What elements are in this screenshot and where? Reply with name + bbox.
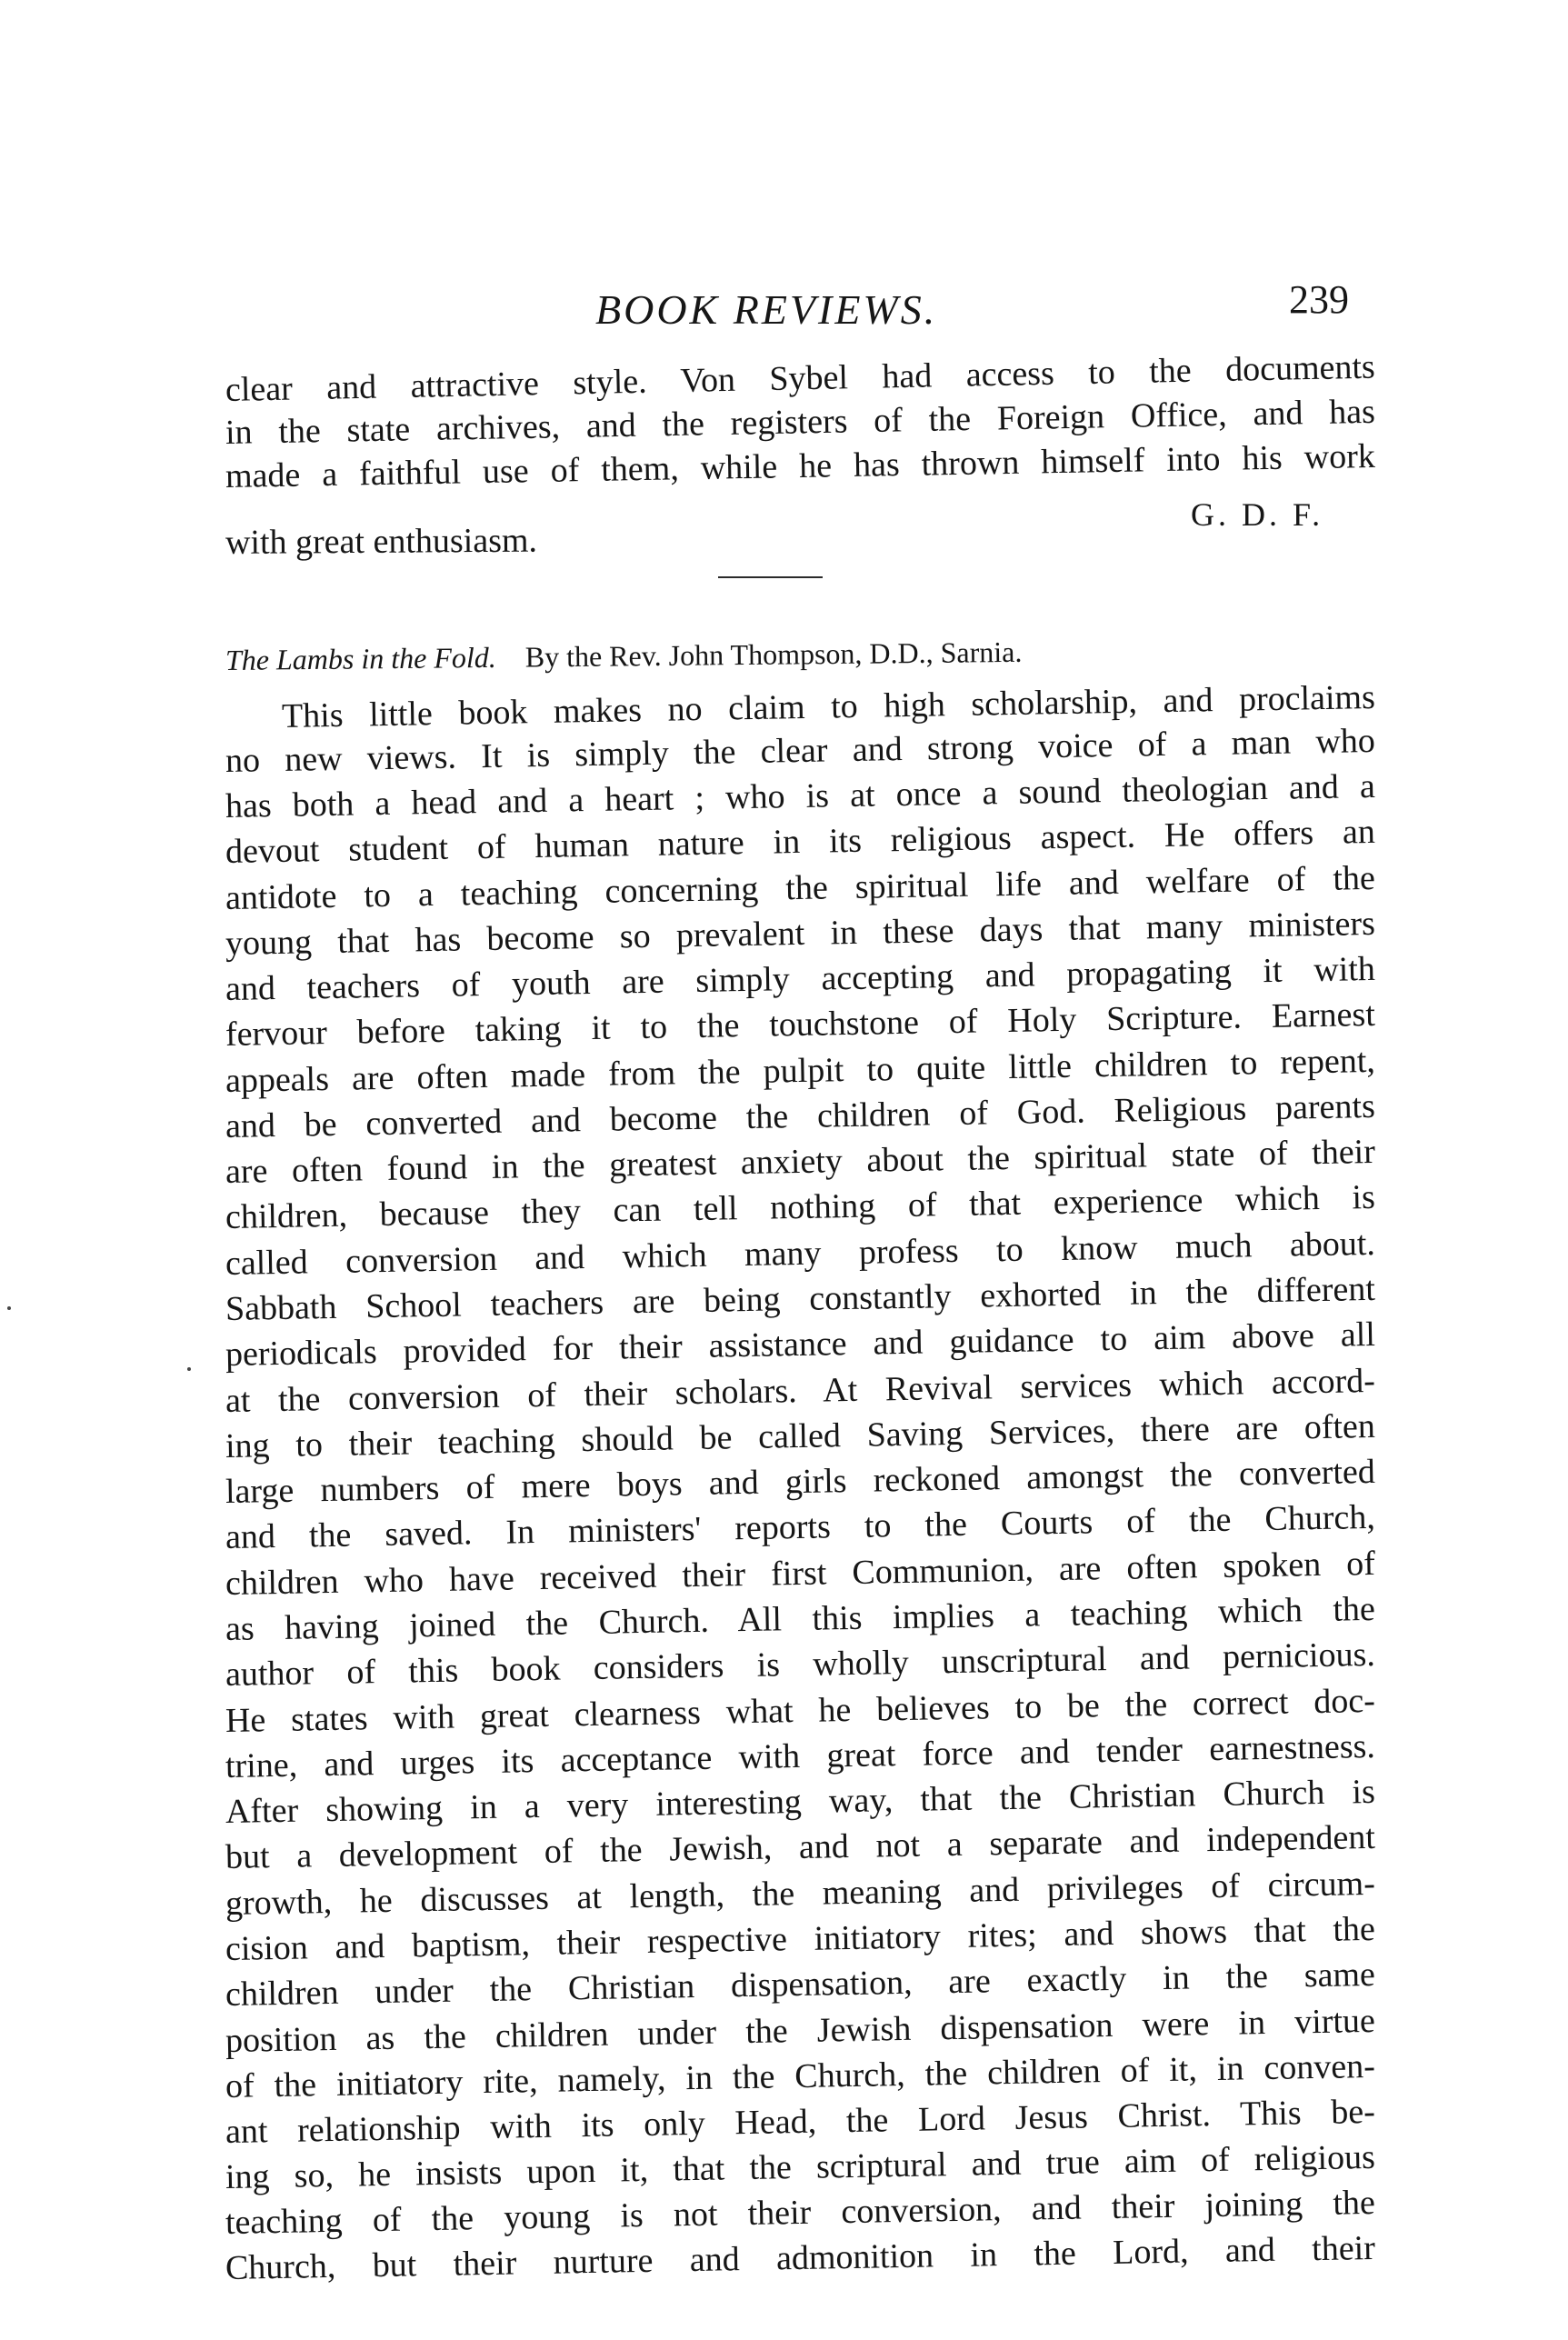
body-line: are often found in the greatest anxiety about the spiritual state of their (225, 1132, 1376, 1191)
body-line: appeals are often made from the pulpit to quite little children to repent, (225, 1041, 1376, 1100)
body-line: position as the children under the Jewish dispensation were in virtue (225, 2001, 1376, 2060)
scan-speck (187, 1367, 191, 1371)
body-line: trine, and urges its acceptance with great force and tender earnestness. (225, 1726, 1376, 1785)
running-title: BOOK REVIEWS. (595, 286, 938, 333)
body-line: He states with great clearness what he believes to be the correct doc- (225, 1681, 1376, 1740)
body-line: no new views. It is simply the clear and strong voice of a man who (225, 721, 1376, 780)
body-line: large numbers of mere boys and girls reckoned amongst the converted (225, 1452, 1376, 1511)
body-line: as having joined the Church. All this implies a teaching which the (225, 1589, 1376, 1648)
scan-speck (7, 1306, 11, 1310)
body-line: clear and attractive style. Von Sybel had access to the documents (225, 347, 1376, 409)
body-line: with great enthusiasm. (225, 521, 538, 562)
body-line: ing so, he insists upon it, that the scriptural and true aim of religious (225, 2137, 1376, 2196)
body-line: fervour before taking it to the touchstone of Holy Scripture. Earnest (225, 995, 1376, 1054)
reviewer-signature: G. D. F. (1191, 496, 1324, 533)
body-line: This little book makes no claim to high scholarship, and proclaims (281, 678, 1376, 735)
body-line: called conversion and which many profess to know much about. (225, 1224, 1376, 1283)
body-line: cision and baptism, their respective initiatory rites; and shows that the (225, 1909, 1376, 1968)
body-line: of the initiatory rite, namely, in the Church, the children of it, in conven- (225, 2046, 1376, 2105)
body-line: and teachers of youth are simply accepting and propagating it with (225, 949, 1376, 1008)
page-number: 239 (1289, 277, 1349, 322)
book-byline: By the Rev. John Thompson, D.D., Sarnia. (524, 635, 1023, 674)
body-line: and be converted and become the children of God. Religious parents (225, 1086, 1376, 1145)
body-line: After showing in a very interesting way, that the Christian Church is (225, 1772, 1376, 1831)
body-line: children, because they can tell nothing of that experience which is (225, 1177, 1376, 1236)
body-line: and the saved. In ministers' reports to the Courts of the Church, (225, 1497, 1376, 1556)
body-line: children who have received their first Communion, are often spoken of (225, 1544, 1376, 1603)
body-line: in the state archives, and the registers of the Foreign Office, and has (225, 392, 1376, 452)
review-heading (225, 637, 1023, 675)
body-line: children under the Christian dispensation, are exactly in the same (225, 1955, 1376, 2014)
body-line: has both a head and a heart ; who is at once a sound theologian and a (225, 766, 1376, 825)
body-line: teaching of the young is not their conversion, and their joining the (225, 2183, 1376, 2242)
body-line: author of this book considers is wholly unscriptural and pernicious. (225, 1635, 1376, 1694)
body-line: Church, but their nurture and admonition in the Lord, and their (225, 2228, 1376, 2287)
body-line: ant relationship with its only Head, the Lord Jesus Christ. This be- (225, 2092, 1376, 2151)
body-line: young that has become so prevalent in these days that many ministers (225, 904, 1376, 963)
body-line: periodicals provided for their assistance and guidance to aim above all (225, 1315, 1376, 1374)
body-line: Sabbath School teachers are being constantly exhorted in the different (225, 1269, 1376, 1328)
body-line: antidote to a teaching concerning the spiritual life and welfare of the (225, 858, 1376, 917)
body-line: but a development of the Jewish, and not a separate and independent (225, 1817, 1376, 1876)
section-divider (718, 576, 823, 578)
body-line: ing to their teaching should be called Saving Services, there are often (225, 1406, 1376, 1465)
body-line: devout student of human nature in its religious aspect. He offers an (225, 812, 1376, 871)
body-line: at the conversion of their scholars. At Revival services which accord- (225, 1361, 1376, 1420)
body-line: growth, he discusses at length, the meaning and privileges of circum- (225, 1864, 1376, 1923)
book-title: The Lambs in the Fold. (225, 640, 496, 676)
body-line: made a faithful use of them, while he has thrown himself into his work (225, 436, 1376, 495)
